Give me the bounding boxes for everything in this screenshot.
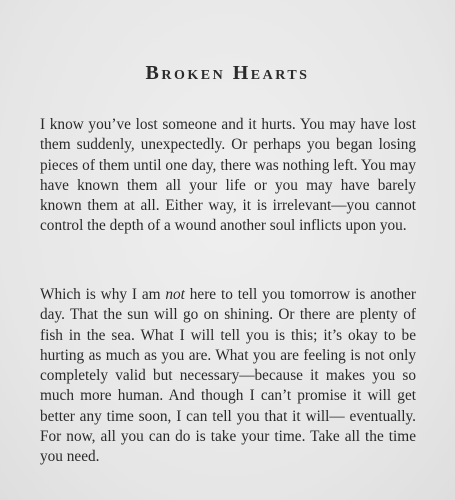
paragraph-2-start: Which is why I am (40, 286, 166, 303)
chapter-title: Broken Hearts (145, 62, 310, 84)
paragraph-2 (40, 285, 416, 468)
emphasis-word: not (165, 286, 185, 303)
paragraph-2-rest: here to tell you tomorrow is another day. That the sun will go on shining. Or there are plenty of fish in the sea. What I will tell you is this; it’s okay to be hurting as much as you are. What you are feeling is not only completely valid but necessary—because it makes you so much more human. And though I can’t promise it will get better any time soon, I can tell you that it will— eventually. For now, all you can do is take your time. Take all the time you need. (40, 286, 416, 466)
paragraph-1: I know you’ve lost someone and it hurts. You may have lost them suddenly, unexpectedly. Or perhaps you began losing pieces of them until one day, there was nothing left. You may have known them all your life or you may have barely known them at all. Either way, it is irrelevant—you cannot control the depth of a wound another soul inflicts upon you. (40, 116, 416, 235)
